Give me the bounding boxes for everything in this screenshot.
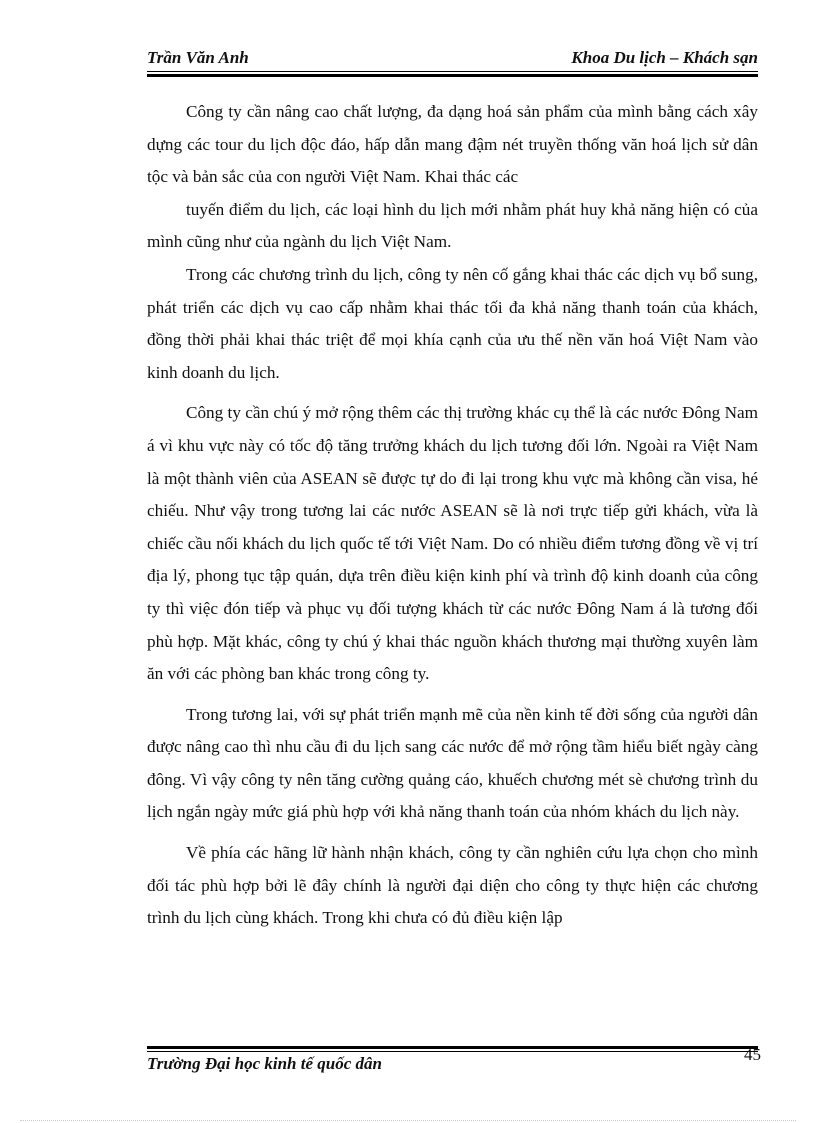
footer-rule-thin bbox=[147, 1051, 758, 1052]
paragraph-4: Công ty cần chú ý mở rộng thêm các thị trường khác cụ thể là các nước Đông Nam á vì khu vực này có tốc độ tăng trưởng khách du lịch tương đối lớn. Ngoài ra Việt Nam là một thành viên của ASEAN sẽ được tự do đi lại trong khu vực mà không cần visa, hé chiếu. Như vậy trong tương lai các nước ASEAN sẽ là nơi trực tiếp gửi khách, vừa là chiếc cầu nối khách du lịch quốc tế tới Việt Nam. Do có nhiều điểm tương đồng về vị trí địa lý, phong tục tập quán, dựa trên điều kiện kinh phí và trình độ kinh doanh của công ty thì việc đón tiếp và phục vụ đối tượng khách từ các nước Đông Nam á là tương đối phù hợp. Mặt khác, công ty chú ý khai thác nguồn khách thương mại thường xuyên làm ăn với các phòng ban khác trong công ty. bbox=[147, 403, 758, 684]
header-department: Khoa Du lịch – Khách sạn bbox=[571, 48, 758, 67]
header-author: Trần Văn Anh bbox=[147, 48, 249, 67]
page-edge-dots bbox=[20, 1120, 796, 1121]
paragraph-6: Về phía các hãng lữ hành nhận khách, công ty cần nghiên cứu lựa chọn cho mình đối tác phù hợp bởi lẽ đây chính là người đại diện cho công ty thực hiện các chương trình du lịch cùng khách. Trong khi chưa có đủ điều kiện lập bbox=[147, 843, 758, 928]
header-rule-thick bbox=[147, 74, 758, 77]
footer-rule-thick bbox=[147, 1046, 758, 1049]
document-body bbox=[147, 96, 758, 935]
paragraph-1: Công ty cần nâng cao chất lượng, đa dạng hoá sản phẩm của mình bằng cách xây dựng các tour du lịch độc đáo, hấp dẫn mang đậm nét truyền thống văn hoá lịch sử dân tộc và bản sắc của con người Việt Nam. Khai thác các bbox=[147, 102, 758, 187]
paragraph-5: Trong tương lai, với sự phát triển mạnh mẽ của nền kinh tế đời sống của người dân được nâng cao thì nhu cầu đi du lịch sang các nước để mở rộng tầm hiểu biết ngày càng đông. Vì vậy công ty nên tăng cường quảng cáo, khuếch chương mét sè chương trình du lịch ngắn ngày mức giá phù hợp với khả năng thanh toán của nhóm khách du lịch này. bbox=[147, 704, 758, 822]
footer-school: Trường Đại học kinh tế quốc dân bbox=[147, 1054, 382, 1073]
header-rule-thin bbox=[147, 71, 758, 72]
page-number: 45 bbox=[744, 1045, 761, 1064]
paragraph-2: tuyến điểm du lịch, các loại hình du lịch mới nhằm phát huy khả năng hiện có của mình cũng như của ngành du lịch Việt Nam. bbox=[147, 199, 758, 252]
paragraph-3: Trong các chương trình du lịch, công ty nên cố gắng khai thác các dịch vụ bổ sung, phát triển các dịch vụ cao cấp nhằm khai thác tối đa khả năng thanh toán của khách, đồng thời phải khai thác triệt để mọi khía cạnh của ưu thế nền văn hoá Việt Nam vào kinh doanh du lịch. bbox=[147, 264, 758, 382]
page-header bbox=[147, 48, 758, 70]
